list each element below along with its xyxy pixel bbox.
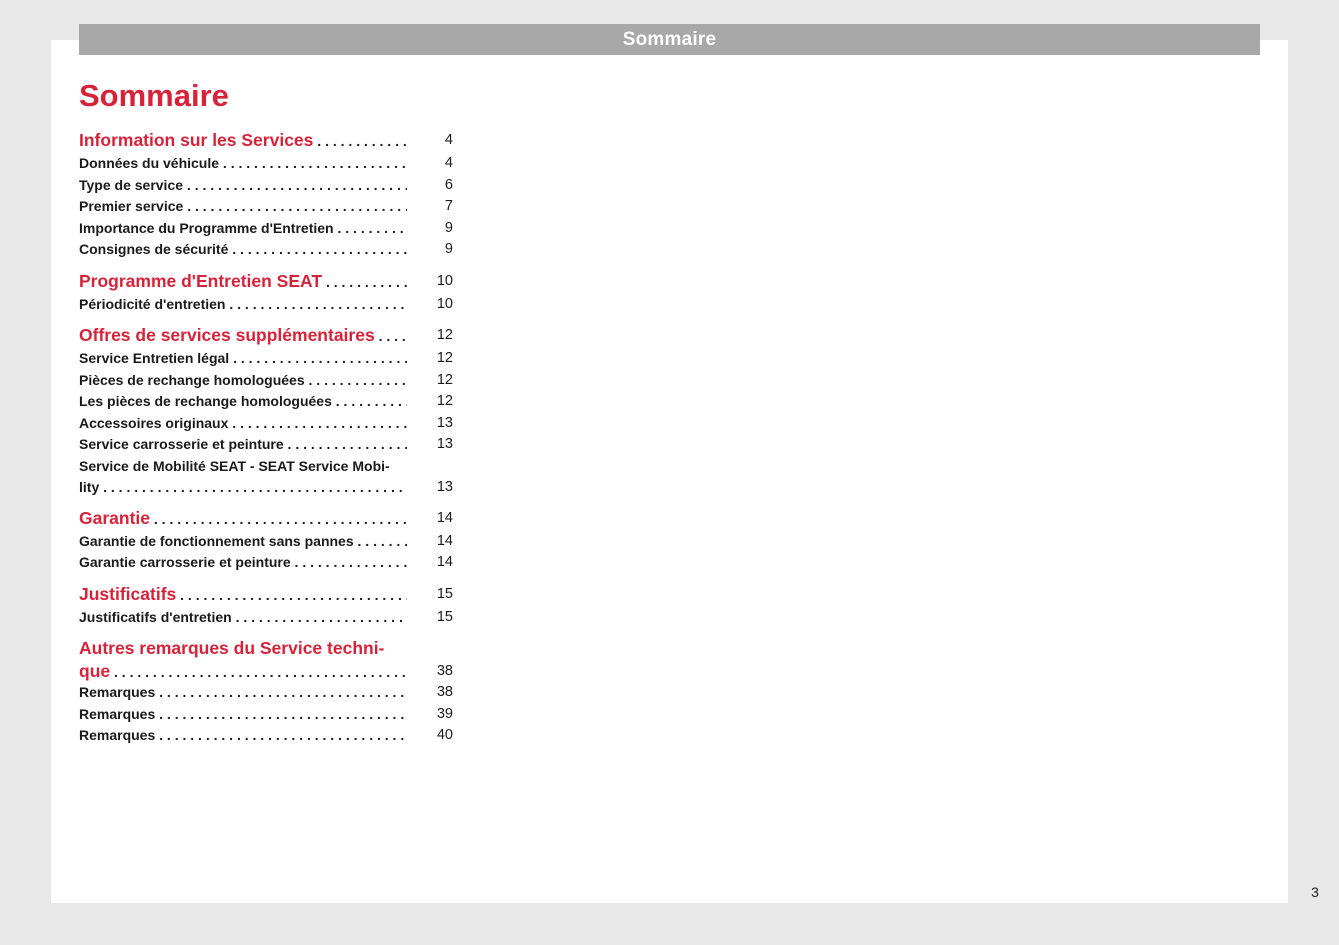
toc-item[interactable] [79,552,453,574]
toc-page-number: 12 [436,350,453,366]
toc-label: Type de service . . . [79,175,407,197]
toc-label: que . . . [79,659,407,685]
toc-label: lity . . . [79,477,407,499]
toc-item[interactable] [79,175,453,197]
toc-item[interactable] [79,370,453,392]
toc-label: Accessoires originaux . . . [79,413,407,435]
toc-label: Remarques . . . [79,704,407,726]
toc-page-number: 6 [444,176,453,193]
toc-item[interactable] [79,239,453,261]
toc-section[interactable] [79,269,453,294]
toc-page-number: 15 [436,585,453,602]
toc-page-number: 14 [436,509,453,526]
toc-label: Premier service . . . [79,196,407,218]
toc-page-number: 15 [436,608,453,625]
toc-page-number: 4 [444,132,453,148]
running-header [79,24,1260,55]
toc-label: Les pièces de rechange homologuées . . . [79,391,407,413]
toc-page-number: 12 [436,393,453,409]
toc-page-number: 10 [436,272,453,289]
toc-item[interactable] [79,434,453,456]
toc-label: Service Entretien légal . . . [79,348,407,370]
toc-page-number: 13 [436,478,453,495]
toc-label: Garantie de fonctionnement sans pannes . . . [79,531,407,553]
toc-page-number: 13 [436,414,453,431]
toc-item[interactable] [79,704,453,726]
toc-item[interactable] [79,218,453,240]
toc-label: Données du véhicule . . . [79,153,407,175]
toc-label-line1: Autres remarques du Service techni- [79,638,385,658]
toc-label: Garantie . . . [79,506,407,532]
toc-label: Service carrosserie et peinture . . . [79,434,407,456]
page-title: Sommaire [79,78,229,113]
toc-item[interactable] [79,531,453,553]
toc-item[interactable] [79,153,453,175]
toc-label: Programme d'Entretien SEAT . . . [79,269,407,295]
running-header-title: Sommaire [622,28,717,50]
toc-label: Offres de services supplémentaires . . . [79,323,407,349]
toc-label: Périodicité d'entretien . . . [79,294,407,316]
toc-label: Remarques . . . [79,725,407,747]
toc-section[interactable] [79,582,453,607]
toc-item[interactable] [79,413,453,435]
toc-page-number: 9 [444,241,453,257]
toc-section[interactable] [79,323,453,348]
toc-page-number: 14 [436,532,453,549]
toc-page-number: 39 [436,705,453,722]
toc-label: Information sur les Services . . . [79,128,407,154]
toc-label: Consignes de sécurité . . . [79,239,407,261]
table-of-contents [79,128,453,747]
toc-label: Garantie carrosserie et peinture . . . [79,552,407,574]
toc-item[interactable] [79,348,453,370]
toc-page-number: 38 [436,663,453,679]
toc-page-number: 13 [436,436,453,452]
toc-label: Remarques . . . [79,682,407,704]
toc-page-number: 7 [444,198,453,214]
toc-page-number: 12 [436,371,453,388]
toc-item[interactable] [79,196,453,218]
toc-label-line1: Service de Mobilité SEAT - SEAT Service Mobi- [79,457,390,474]
toc-page-number: 9 [444,219,453,236]
toc-item[interactable] [79,294,453,316]
page-number: 3 [1311,884,1319,900]
toc-section[interactable] [79,128,453,153]
toc-item[interactable] [79,607,453,629]
toc-label: Pièces de rechange homologuées . . . [79,370,407,392]
toc-label: Importance du Programme d'Entretien . . . [79,218,407,240]
toc-page-number: 12 [436,327,453,343]
toc-page-number: 4 [444,155,453,171]
toc-section[interactable] [79,506,453,531]
toc-item[interactable] [79,725,453,747]
toc-item[interactable] [79,456,453,498]
toc-section[interactable] [79,636,453,682]
toc-page-number: 38 [436,684,453,700]
toc-page-number: 40 [436,727,453,743]
toc-page-number: 10 [436,295,453,312]
toc-page-number: 14 [436,554,453,570]
toc-item[interactable] [79,682,453,704]
toc-label: Justificatifs . . . [79,582,407,608]
toc-label: Justificatifs d'entretien . . . [79,607,407,629]
toc-item[interactable] [79,391,453,413]
